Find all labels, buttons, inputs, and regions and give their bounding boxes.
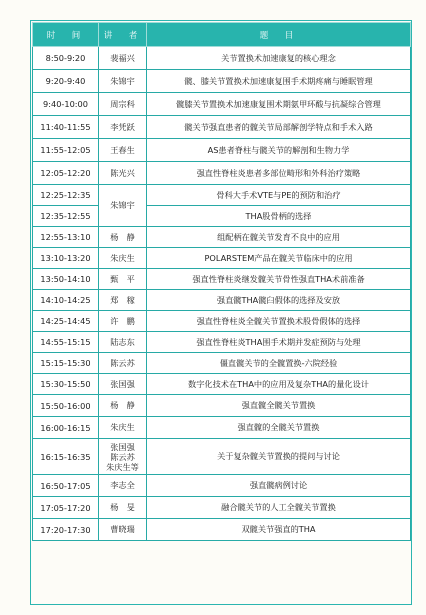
time-cell: 9:20-9:40	[33, 70, 99, 93]
topic-cell: 强直性脊柱炎全髋关节置换术股骨假体的选择	[147, 311, 411, 332]
topic-cell: 组配柄在髋关节发育不良中的应用	[147, 227, 411, 248]
time-cell: 12:25-12:35	[33, 185, 99, 206]
table-row	[33, 206, 411, 227]
header-topic: 题 目	[147, 23, 411, 47]
topic-cell: 数字化技术在THA中的应用及复杂THA的量化设计	[147, 374, 411, 395]
table-row	[33, 395, 411, 417]
table-row	[33, 374, 411, 395]
time-cell: 11:55-12:05	[33, 139, 99, 162]
time-cell: 15:15-15:30	[33, 353, 99, 374]
topic-cell: 强直性脊柱炎继发髋关节骨性强直THA术前准备	[147, 269, 411, 290]
table-row	[33, 353, 411, 374]
speaker-cell: 周宗科	[99, 93, 147, 116]
speaker-cell: 朱庆生	[99, 417, 147, 439]
table-row	[33, 47, 411, 70]
time-cell: 15:30-15:50	[33, 374, 99, 395]
table-row	[33, 185, 411, 206]
time-cell: 14:25-14:45	[33, 311, 99, 332]
table-row	[33, 269, 411, 290]
topic-cell: 融合髋关节的人工全髋关节置换	[147, 497, 411, 519]
time-cell: 13:10-13:20	[33, 248, 99, 269]
speaker-name: 朱庆生等	[106, 461, 139, 472]
speaker-cell: 陆志东	[99, 332, 147, 353]
table-row	[33, 116, 411, 139]
topic-cell: 关于复杂髋关节置换的提问与讨论	[147, 439, 411, 475]
topic-cell: 强直髋病例讨论	[147, 475, 411, 497]
header-speaker: 讲 者	[99, 23, 147, 47]
time-cell: 16:15-16:35	[33, 439, 99, 475]
topic-cell: 髋、膝关节置换术加速康复围手术期疼痛与睡眠管理	[147, 70, 411, 93]
time-cell: 16:00-16:15	[33, 417, 99, 439]
table-row	[33, 497, 411, 519]
topic-cell: AS患者脊柱与髋关节的解剖和生物力学	[147, 139, 411, 162]
table-row	[33, 248, 411, 269]
topic-cell: 双髋关节强直的THA	[147, 519, 411, 541]
topic-cell: 强直髋THA髋臼假体的选择及安放	[147, 290, 411, 311]
speaker-cell: 陈云苏	[99, 353, 147, 374]
table-row	[33, 70, 411, 93]
speaker-cell: 张国强	[99, 374, 147, 395]
speaker-cell: 杨 静	[99, 395, 147, 417]
topic-cell: 僵直髋关节的全髋置换-六院经验	[147, 353, 411, 374]
topic-cell: 髋膝关节置换术加速康复围术期氨甲环酸与抗凝综合管理	[147, 93, 411, 116]
time-cell: 17:05-17:20	[33, 497, 99, 519]
time-cell: 12:55-13:10	[33, 227, 99, 248]
table-row	[33, 227, 411, 248]
table-row	[33, 332, 411, 353]
time-cell: 17:20-17:30	[33, 519, 99, 541]
speaker-cell: 陈光兴	[99, 162, 147, 185]
topic-cell: 骨科大手术VTE与PE的预防和治疗	[147, 185, 411, 206]
time-cell: 8:50-9:20	[33, 47, 99, 70]
topic-cell: 关节置换术加速康复的核心理念	[147, 47, 411, 70]
topic-cell: 强直性脊柱炎患者多部位畸形和外科治疗策略	[147, 162, 411, 185]
speaker-name: 陈云苏	[110, 451, 135, 462]
time-cell: 16:50-17:05	[33, 475, 99, 497]
table-row	[33, 417, 411, 439]
speaker-cell: 朱锦宇	[99, 70, 147, 93]
speaker-cell: 甄 平	[99, 269, 147, 290]
time-cell: 9:40-10:00	[33, 93, 99, 116]
speaker-cell: 杨 静	[99, 227, 147, 248]
topic-cell: POLARSTEM产品在髋关节临床中的应用	[147, 248, 411, 269]
speaker-cell: 李凭跃	[99, 116, 147, 139]
speaker-cell: 朱锦宇	[99, 185, 147, 227]
table-header-row	[33, 23, 411, 47]
time-cell: 14:10-14:25	[33, 290, 99, 311]
time-cell: 13:50-14:10	[33, 269, 99, 290]
schedule-table	[32, 22, 411, 541]
time-cell: 15:50-16:00	[33, 395, 99, 417]
speaker-cell: 王春生	[99, 139, 147, 162]
speaker-cell: 裴福兴	[99, 47, 147, 70]
header-time: 时 间	[33, 23, 99, 47]
table-row	[33, 519, 411, 541]
table-row	[33, 290, 411, 311]
topic-cell: THA股骨柄的选择	[147, 206, 411, 227]
time-cell: 11:40-11:55	[33, 116, 99, 139]
topic-cell: 强直髋的全髋关节置换	[147, 417, 411, 439]
speaker-cell: 杨 旻	[99, 497, 147, 519]
topic-cell: 强直髋全髋关节置换	[147, 395, 411, 417]
time-cell: 12:35-12:55	[33, 206, 99, 227]
speaker-name: 张国强	[110, 441, 135, 452]
speaker-cell: 曹晓瑞	[99, 519, 147, 541]
speaker-cell: 朱庆生	[99, 248, 147, 269]
table-row	[33, 162, 411, 185]
speaker-cell: 李志全	[99, 475, 147, 497]
table-row	[33, 93, 411, 116]
speaker-cell: 郑 稼	[99, 290, 147, 311]
time-cell: 14:55-15:15	[33, 332, 99, 353]
topic-cell: 强直性脊柱炎THA围手术期并发症预防与处理	[147, 332, 411, 353]
speaker-cell-multi	[99, 439, 147, 475]
table-row	[33, 139, 411, 162]
table-row	[33, 439, 411, 475]
time-cell: 12:05-12:20	[33, 162, 99, 185]
table-row	[33, 475, 411, 497]
speaker-cell: 许 鹏	[99, 311, 147, 332]
topic-cell: 髋关节强直患者的髋关节局部解剖学特点和手术入路	[147, 116, 411, 139]
table-row	[33, 311, 411, 332]
